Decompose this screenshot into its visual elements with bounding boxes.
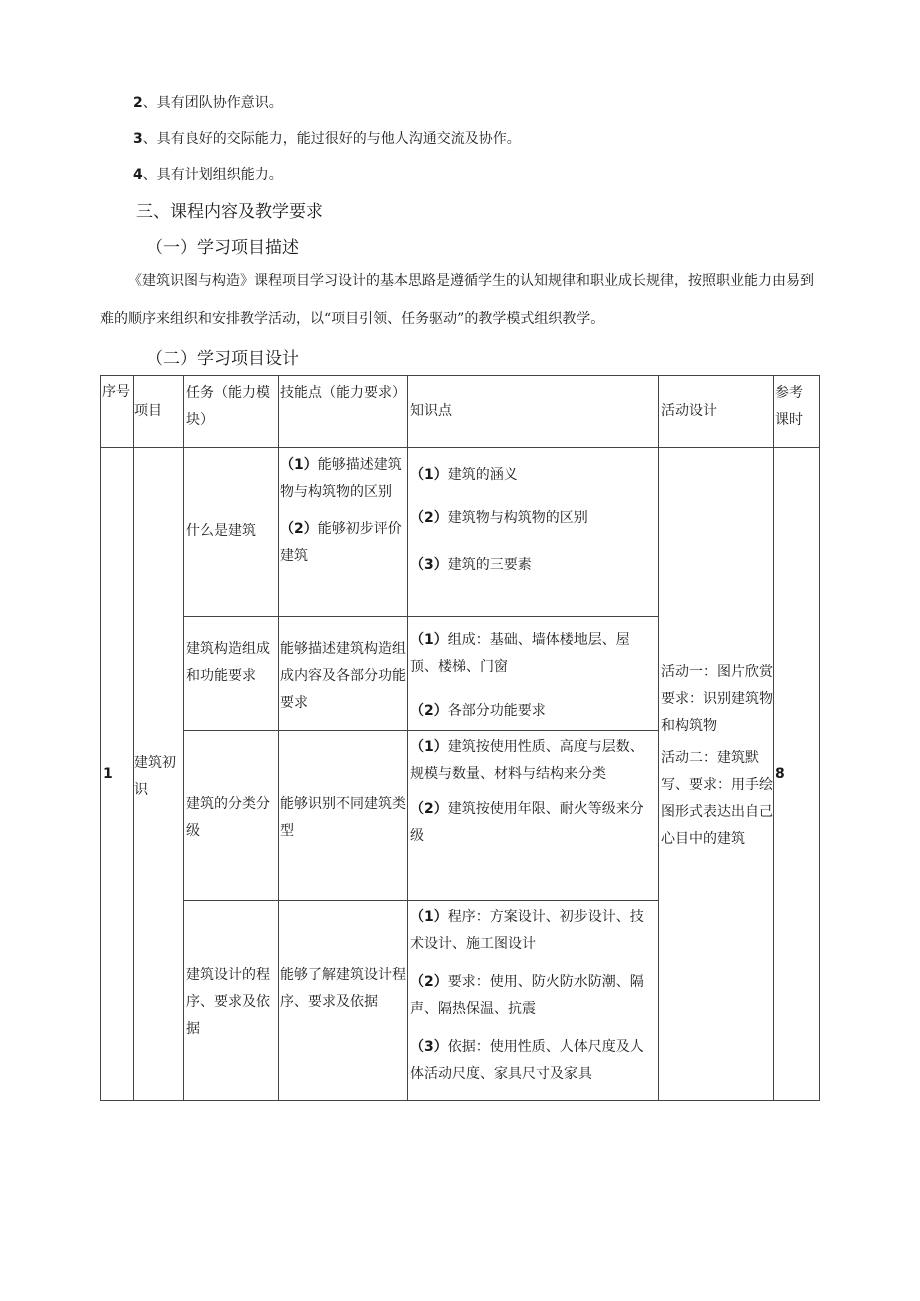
row-project: 建筑初识 [134,755,176,798]
header-skill: 技能点（能力要求） [280,385,406,401]
task-cell: 建筑的分类分级 [186,796,270,839]
task-cell: 建筑构造组成和功能要求 [186,641,270,684]
list-item [133,92,283,112]
knowledge-cell [410,904,657,1088]
knowledge-item: （2）建筑按使用年限、耐火等级来分级 [410,801,644,844]
header-seq: 序号 [102,384,130,400]
activity-one: 活动一：图片欣赏要求：识别建筑物和构筑物 [661,664,773,734]
skill-item: （2）能够初步评价建筑 [280,521,402,564]
knowledge-item: （1）建筑的涵义 [410,467,518,483]
subsection-title: （二）学习项目设计 [146,349,299,369]
list-number: 4 [133,167,143,183]
knowledge-item: （3）建筑的三要素 [410,557,532,573]
skill-cell: 能够了解建筑设计程序、要求及依据 [280,967,406,1010]
list-item [133,128,521,148]
list-text: 、具有计划组织能力。 [142,167,283,183]
list-text: 、具有良好的交际能力，能过很好的与他人沟通交流及协作。 [142,131,521,147]
skill-cell: 能够识别不同建筑类型 [280,796,406,839]
activity-two: 活动二：建筑默写、要求：用手绘图形式表达出自己心目中的建筑 [661,750,773,847]
subsection-title: （一）学习项目描述 [146,238,299,258]
list-text: 、具有团队协作意识。 [142,95,283,111]
knowledge-item: （3）依据：使用性质、人体尺度及人体活动尺度、家具尺寸及家具 [410,1039,644,1082]
knowledge-item: （1）程序：方案设计、初步设计、技术设计、施工图设计 [410,909,644,952]
task-cell: 建筑设计的程序、要求及依据 [186,967,270,1037]
project-design-table [100,375,820,1101]
skill-item: （1）能够描述建筑物与构筑物的区别 [280,457,402,500]
section-title: 三、课程内容及教学要求 [136,202,323,222]
list-number: 2 [133,95,143,111]
header-knowledge: 知识点 [410,403,452,419]
knowledge-item: （1）建筑按使用性质、高度与层数、规模与数量、材料与结构来分类 [410,739,644,782]
task-cell: 什么是建筑 [186,523,256,539]
row-hours: 8 [775,766,785,782]
knowledge-cell [410,462,656,579]
description-paragraph: 《建筑识图与构造》课程项目学习设计的基本思路是遵循学生的认知规律和职业成长规律，按照职业能力由易到难的顺序来组织和安排教学活动，以“项目引领、任务驱动”的教学模式组织教学。 [100,273,814,327]
knowledge-item: （2）各部分功能要求 [410,703,546,719]
header-project: 项目 [134,403,162,419]
knowledge-item: （1）组成：基础、墙体楼地层、屋顶、楼梯、门窗 [410,632,630,675]
list-number: 3 [133,131,143,147]
header-task: 任务（能力模块） [186,385,270,428]
knowledge-item: （2）建筑物与构筑物的区别 [410,510,588,526]
list-item [133,164,283,184]
knowledge-cell [410,627,657,725]
skill-cell [280,452,406,570]
skill-cell: 能够描述建筑构造组成内容及各部分功能要求 [280,641,406,711]
knowledge-item: （2）要求：使用、防火防水防潮、隔声、隔热保温、抗震 [410,974,644,1017]
header-activity: 活动设计 [661,403,717,419]
header-hours: 参考课时 [775,385,803,428]
row-seq: 1 [103,766,113,782]
knowledge-cell [410,734,657,850]
activity-cell [661,659,773,853]
